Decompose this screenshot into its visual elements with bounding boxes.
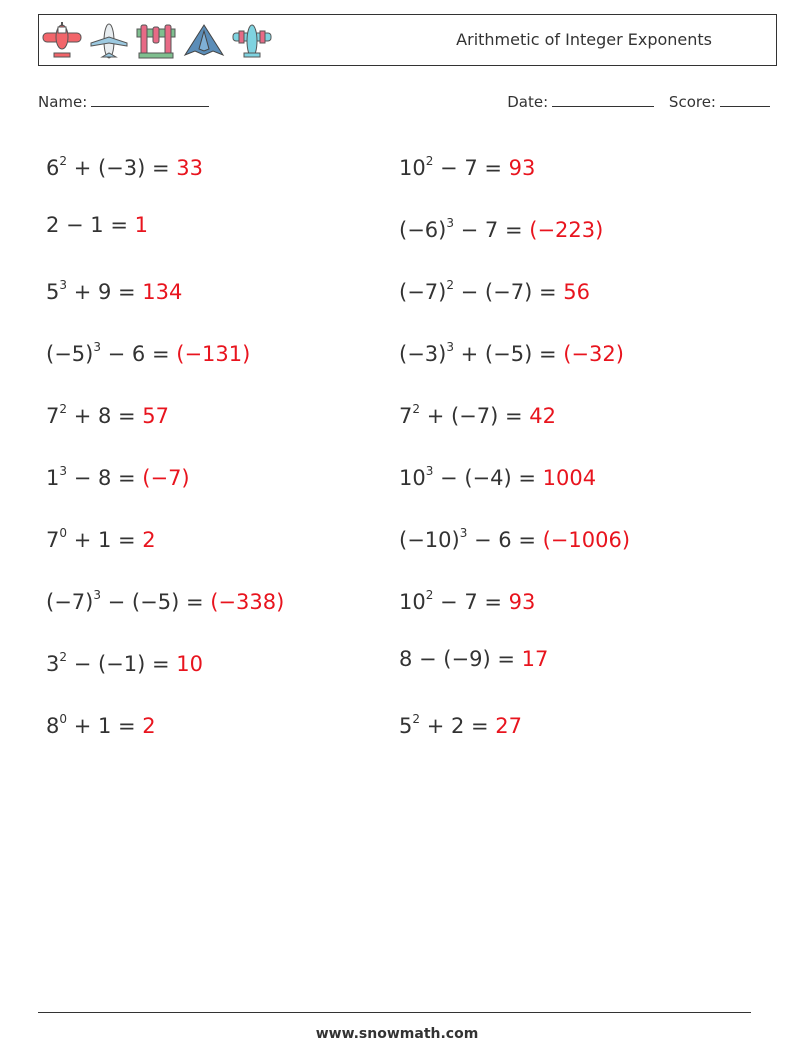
problem-answer: 1 xyxy=(134,213,148,237)
problem-exponent: 2 xyxy=(412,712,421,726)
problem-exponent: 2 xyxy=(412,402,421,416)
green-plane-icon xyxy=(135,21,177,61)
problem-exponent: 2 xyxy=(425,588,434,602)
worksheet-title: Arithmetic of Integer Exponents xyxy=(456,30,712,49)
problem-exponent: 3 xyxy=(446,216,454,230)
problem-answer: 10 xyxy=(176,652,203,676)
problem-operation: − (−7) = xyxy=(453,280,564,304)
problem-base: 10 xyxy=(399,466,426,490)
problem-operation: + (−3) = xyxy=(67,156,177,180)
problem-base: (−3) xyxy=(399,342,447,366)
problem-operation: − 6 = xyxy=(467,528,543,552)
problem-operation: − 8 = xyxy=(67,466,143,490)
problem-answer: 56 xyxy=(563,280,590,304)
white-plane-icon xyxy=(89,21,129,61)
footer-url: www.snowmath.com xyxy=(315,1026,479,1042)
problem-item xyxy=(399,380,556,442)
problem-base: 5 xyxy=(46,280,60,304)
problem-item xyxy=(399,628,548,690)
problem-item xyxy=(399,132,535,194)
problem-item xyxy=(46,380,169,442)
problem-operation: − 7 = xyxy=(453,218,530,242)
problem-base: 5 xyxy=(399,714,413,738)
problem-operation: + (−5) = xyxy=(453,342,564,366)
problem-item xyxy=(399,442,596,504)
score-label: Score: xyxy=(668,93,716,111)
problem-operation: + 8 = xyxy=(67,404,143,428)
problem-answer: 27 xyxy=(495,714,523,738)
problem-item xyxy=(399,504,630,566)
problem-answer: 42 xyxy=(529,404,556,428)
problem-answer: (−32) xyxy=(563,342,624,366)
problem-exponent: 0 xyxy=(59,712,68,726)
problem-exponent: 2 xyxy=(59,402,68,416)
problem-item xyxy=(46,256,182,318)
problem-exponent: 3 xyxy=(459,526,468,540)
problem-base: 7 xyxy=(46,404,60,428)
problem-base: 7 xyxy=(46,528,60,552)
problem-base: (−6) xyxy=(399,218,447,242)
blue-stealth-plane-icon xyxy=(183,21,225,61)
problem-answer: (−338) xyxy=(210,590,285,614)
problem-operation: + 1 = xyxy=(67,528,143,552)
problem-base: 2 − 1 = xyxy=(46,213,135,237)
problem-answer: 2 xyxy=(142,528,156,552)
problem-base: 10 xyxy=(399,590,426,614)
problem-exponent: 3 xyxy=(425,464,434,478)
problem-item xyxy=(46,194,148,256)
problem-item xyxy=(46,132,203,194)
problem-base: 3 xyxy=(46,652,60,676)
problem-exponent: 0 xyxy=(59,526,68,540)
problem-answer: (−131) xyxy=(176,342,251,366)
airplane-icon-strip xyxy=(41,19,273,63)
problem-operation: + 9 = xyxy=(67,280,143,304)
problem-base: (−7) xyxy=(399,280,447,304)
problem-operation: − 6 = xyxy=(100,342,177,366)
problem-base: (−5) xyxy=(46,342,94,366)
problem-answer: 1004 xyxy=(542,466,597,490)
problem-answer: 17 xyxy=(521,647,549,671)
problem-base: (−7) xyxy=(46,590,94,614)
date-blank[interactable] xyxy=(552,92,654,107)
problem-item xyxy=(399,256,590,318)
problem-base: 8 xyxy=(46,714,60,738)
problem-exponent: 2 xyxy=(59,650,68,664)
problem-answer: 57 xyxy=(142,404,170,428)
problem-base: 6 xyxy=(46,156,60,180)
cyan-plane-icon xyxy=(231,21,273,61)
date-score-fields xyxy=(507,92,770,111)
problem-item xyxy=(399,690,522,752)
red-plane-icon xyxy=(41,21,83,61)
problem-item xyxy=(46,442,190,504)
problem-answer: 93 xyxy=(508,590,536,614)
problem-exponent: 3 xyxy=(93,588,101,602)
problem-operation: + 1 = xyxy=(67,714,143,738)
problem-operation: + (−7) = xyxy=(420,404,530,428)
problem-answer: 134 xyxy=(142,280,183,304)
problem-item xyxy=(399,566,535,628)
problem-base: 1 xyxy=(46,466,60,490)
problem-answer: (−1006) xyxy=(542,528,631,552)
problem-item xyxy=(46,504,156,566)
problem-operation: − 7 = xyxy=(433,590,509,614)
problem-exponent: 3 xyxy=(446,340,454,354)
score-blank[interactable] xyxy=(720,92,770,107)
problem-exponent: 2 xyxy=(446,278,454,292)
name-label: Name: xyxy=(38,93,88,111)
problem-answer: 33 xyxy=(176,156,203,180)
problem-base: (−10) xyxy=(399,528,460,552)
problem-operation: − 7 = xyxy=(433,156,509,180)
problem-item xyxy=(46,318,250,380)
footer-divider xyxy=(38,1012,751,1013)
problem-answer: (−7) xyxy=(142,466,190,490)
problem-operation: − (−5) = xyxy=(100,590,211,614)
problem-item xyxy=(399,194,603,256)
problem-exponent: 2 xyxy=(425,154,434,168)
name-blank[interactable] xyxy=(91,92,209,107)
problem-exponent: 2 xyxy=(59,154,68,168)
problem-base: 8 − (−9) = xyxy=(399,647,522,671)
problem-exponent: 3 xyxy=(59,278,68,292)
problem-answer: 2 xyxy=(142,714,156,738)
problem-exponent: 3 xyxy=(93,340,101,354)
problem-item xyxy=(399,318,624,380)
name-field xyxy=(38,92,209,111)
problem-operation: + 2 = xyxy=(420,714,496,738)
date-label: Date: xyxy=(507,93,549,111)
problem-operation: − (−1) = xyxy=(67,652,177,676)
problem-base: 7 xyxy=(399,404,413,428)
worksheet-header xyxy=(38,14,777,66)
problem-answer: 93 xyxy=(508,156,536,180)
problem-operation: − (−4) = xyxy=(433,466,543,490)
problem-item xyxy=(46,628,203,690)
problem-item xyxy=(46,566,284,628)
problem-item xyxy=(46,690,156,752)
problem-answer: (−223) xyxy=(529,218,604,242)
problem-exponent: 3 xyxy=(59,464,68,478)
problem-base: 10 xyxy=(399,156,426,180)
